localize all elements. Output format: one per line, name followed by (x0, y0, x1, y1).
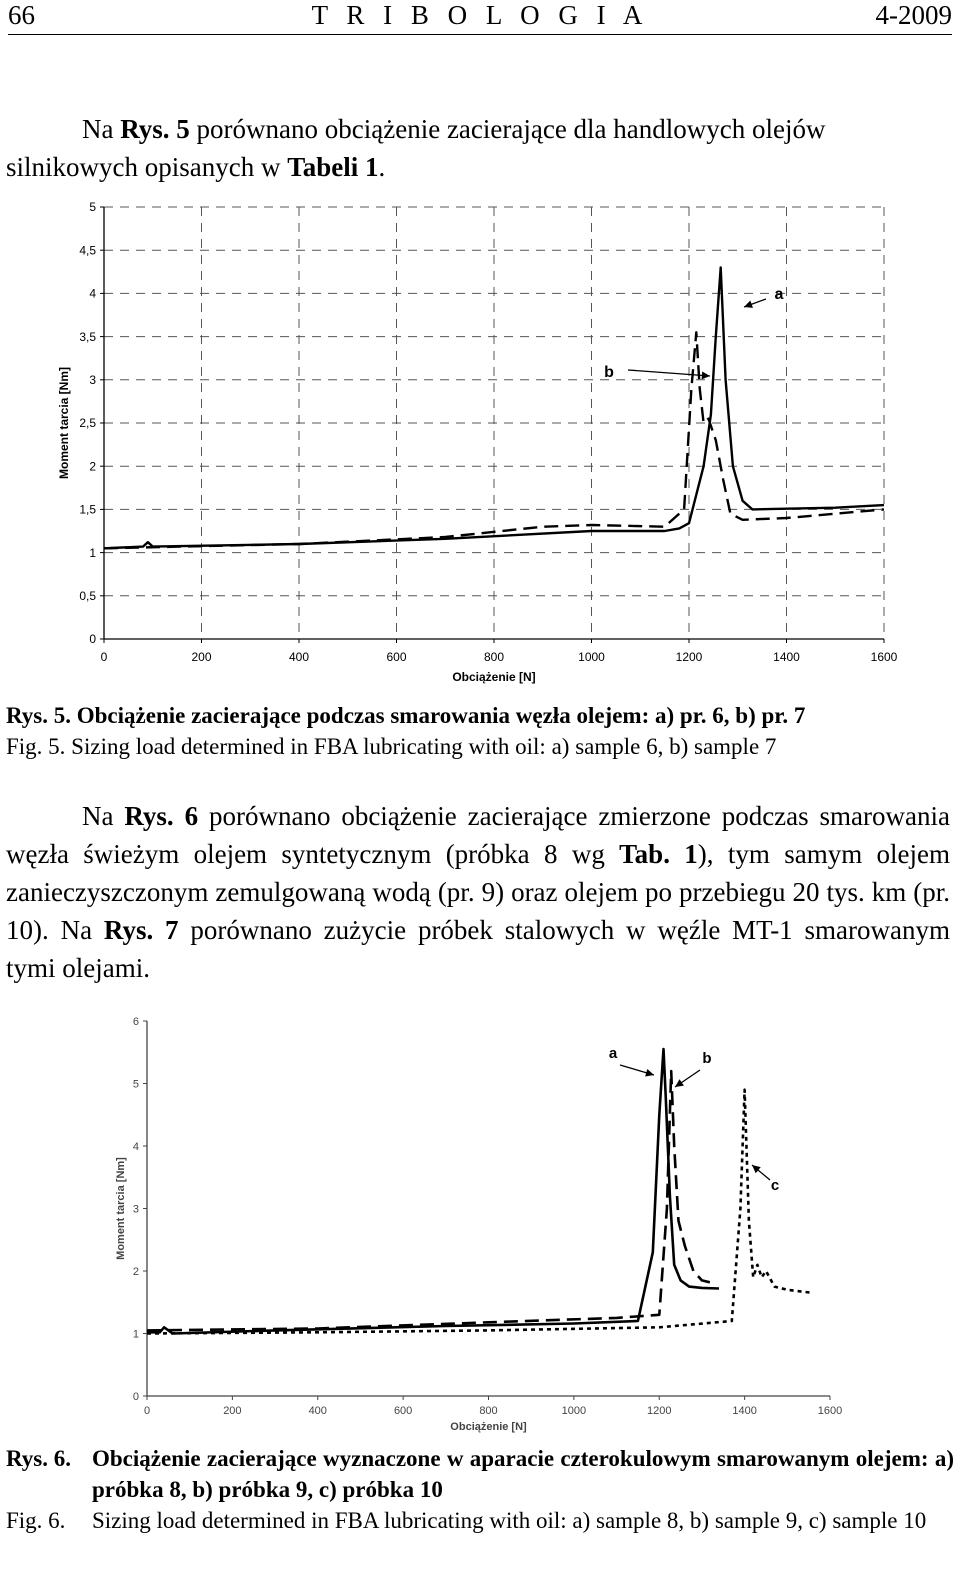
issue-number: 4-2009 (875, 0, 952, 30)
y-axis-label: Moment tarcia [Nm] (115, 1157, 127, 1260)
annotation-arrowhead (702, 372, 710, 380)
y-tick-label: 1 (132, 1328, 139, 1341)
figure-5-caption-pl: Rys. 5. Obciążenie zacierające podczas smarowania węzła olejem: a) pr. 6, b) pr. 7 (6, 703, 806, 728)
x-tick-label: 1600 (817, 1405, 843, 1417)
x-tick-label: 0 (100, 650, 108, 664)
y-tick-label: 2 (89, 459, 96, 474)
figure-6-caption-en-label: Fig. 6. (6, 1508, 66, 1533)
intro-paragraph: Na Rys. 5 porównano obciążenie zacierające dla handlowych olejów silnikowych opisanych w Tabeli 1. (6, 114, 826, 182)
figure-6-caption-en-text: Sizing load determined in FBA lubricating with oil: a) sample 8, b) sample 9, c) sample 10 (92, 1508, 927, 1533)
y-tick-label: 2 (132, 1265, 139, 1278)
x-tick-label: 1200 (647, 1405, 672, 1417)
y-tick-label: 5 (89, 200, 96, 215)
series-line-b (147, 1071, 715, 1330)
figure-6-caption-en (6, 1505, 954, 1536)
x-tick-label: 1400 (773, 650, 800, 664)
y-tick-label: 4 (89, 286, 96, 301)
figure-6-caption-pl-label: Rys. 6. (6, 1446, 72, 1471)
journal-title: T R I B O L O G I A (311, 0, 649, 30)
figure-5-caption-en: Fig. 5. Sizing load determined in FBA lubricating with oil: a) sample 6, b) sample 7 (6, 734, 777, 759)
x-tick-label: 1400 (732, 1405, 757, 1417)
annotation-arrowhead (744, 301, 753, 308)
annotation-label: c (770, 1177, 780, 1194)
annotation-label: b (604, 364, 614, 381)
y-tick-label: 5 (132, 1078, 139, 1091)
annotation-label: a (774, 286, 784, 303)
figure-5-chart (0, 195, 960, 695)
annotation-label: b (702, 1050, 712, 1067)
series-line-c (147, 1090, 813, 1334)
series-line-a (147, 1049, 719, 1333)
figure-6-caption-pl-text: Obciążenie zacierające wyznaczone w aparacie czterokulowym smarowanym olejem: a) próbka 8, b) próbka 9, c) próbka 10 (92, 1446, 954, 1502)
x-tick-label: 800 (479, 1405, 498, 1417)
x-tick-label: 1000 (578, 650, 605, 664)
annotation-arrowhead (645, 1069, 654, 1077)
figure-6-chart (0, 1005, 960, 1440)
x-tick-label: 1200 (675, 650, 703, 664)
x-tick-label: 600 (386, 650, 407, 664)
y-tick-label: 3 (89, 373, 96, 387)
x-tick-label: 800 (483, 650, 505, 664)
page-number: 66 (8, 0, 35, 30)
y-tick-label: 4,5 (79, 243, 96, 258)
figure-6-caption-pl (6, 1443, 954, 1505)
y-tick-label: 2,5 (79, 416, 96, 431)
y-tick-label: 1 (89, 545, 96, 560)
y-tick-label: 0,5 (79, 589, 96, 603)
x-axis-label: Obciążenie [N] (450, 1421, 527, 1433)
x-tick-label: 400 (308, 1405, 327, 1417)
y-tick-label: 1,5 (79, 502, 96, 517)
y-tick-label: 4 (132, 1140, 139, 1153)
y-axis-label: Moment tarcia [Nm] (57, 366, 71, 480)
x-tick-label: 200 (191, 650, 212, 664)
x-tick-label: 200 (223, 1405, 242, 1417)
y-tick-label: 0 (89, 632, 96, 647)
x-tick-label: 400 (288, 650, 310, 664)
x-tick-label: 600 (393, 1405, 413, 1417)
y-tick-label: 0 (132, 1390, 139, 1403)
y-tick-label: 3,5 (79, 329, 96, 344)
x-axis-label: Obciążenie [N] (452, 670, 536, 684)
page-header (8, 0, 952, 35)
body-paragraph: Na Rys. 6 porównano obciążenie zacierające zmierzone podczas smarowania węzła świeżym olejem syntetycznym (próbka 8 wg Tab. 1), tym samym olejem zanieczyszczonym zemulgowaną wodą (pr. 9) oraz olejem po przebiegu 20 tys. km (pr. 10). Na Rys. 7 porównano zużycie próbek stalowych w węźle MT-1 smarowanym tymi olejami. (6, 801, 951, 983)
x-tick-label: 0 (143, 1405, 151, 1417)
y-tick-label: 6 (132, 1015, 139, 1028)
annotation-label: a (608, 1045, 618, 1062)
x-tick-label: 1000 (561, 1405, 587, 1417)
x-tick-label: 1600 (870, 650, 898, 664)
annotation-arrowhead (675, 1079, 684, 1087)
y-tick-label: 3 (132, 1203, 139, 1216)
